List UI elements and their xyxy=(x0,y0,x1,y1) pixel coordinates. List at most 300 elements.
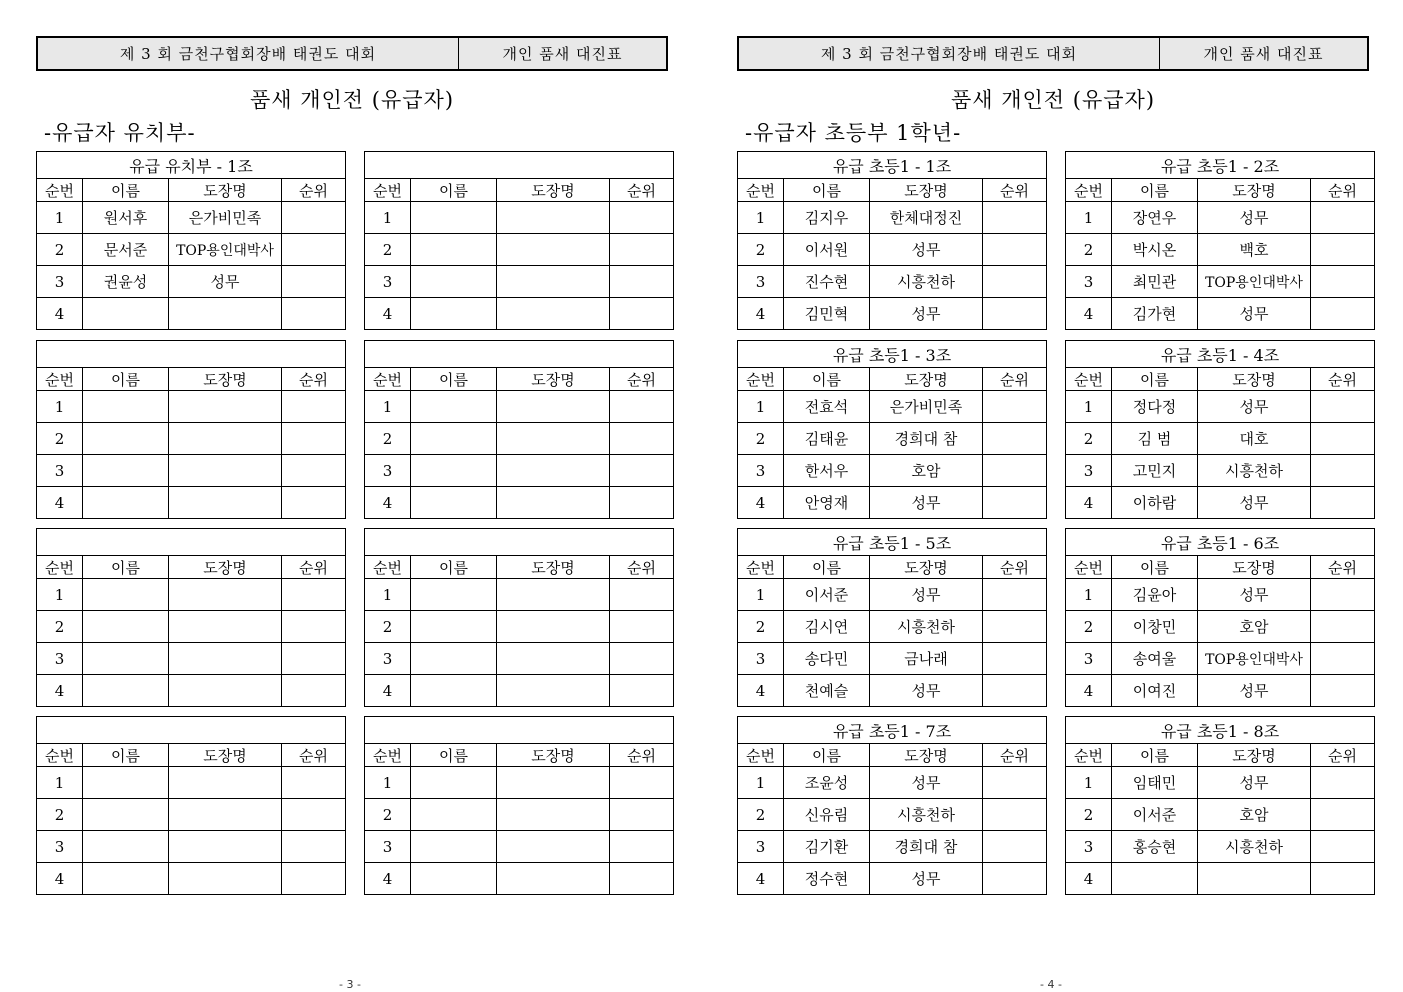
table-row xyxy=(738,799,1047,831)
athlete-name: 고민지 xyxy=(1112,455,1198,487)
group-table xyxy=(1065,340,1375,519)
dojo-name xyxy=(169,423,282,455)
athlete-name xyxy=(83,799,169,831)
group-title xyxy=(37,529,346,556)
section-title: -유급자 초등부 1학년- xyxy=(745,121,962,145)
group-title: 유급 초등1 - 4조 xyxy=(1066,341,1375,368)
table-row xyxy=(738,831,1047,863)
athlete-name: 홍승현 xyxy=(1112,831,1198,863)
dojo-name: 은가비민족 xyxy=(870,391,983,423)
rank-cell xyxy=(610,298,674,330)
table-row xyxy=(1066,487,1375,519)
table-row xyxy=(1066,202,1375,234)
entry-number: 3 xyxy=(365,643,411,675)
col-header-dojo: 도장명 xyxy=(870,179,983,202)
col-header-rank: 순위 xyxy=(983,556,1047,579)
group-title: 유급 초등1 - 3조 xyxy=(738,341,1047,368)
rank-cell xyxy=(1311,675,1375,707)
col-header-rank: 순위 xyxy=(282,368,346,391)
table-row xyxy=(1066,423,1375,455)
dojo-name: 대호 xyxy=(1198,423,1311,455)
table-row xyxy=(738,266,1047,298)
col-header-no: 순번 xyxy=(37,368,83,391)
col-header-rank: 순위 xyxy=(282,744,346,767)
entry-number: 3 xyxy=(365,831,411,863)
entry-number: 2 xyxy=(37,423,83,455)
athlete-name xyxy=(83,391,169,423)
rank-cell xyxy=(1311,611,1375,643)
group-table xyxy=(364,716,674,895)
athlete-name: 김 범 xyxy=(1112,423,1198,455)
rank-cell xyxy=(610,579,674,611)
rank-cell xyxy=(610,863,674,895)
table-row xyxy=(1066,675,1375,707)
entry-number: 2 xyxy=(738,234,784,266)
entry-number: 2 xyxy=(1066,799,1112,831)
dojo-name: 성무 xyxy=(169,266,282,298)
dojo-name xyxy=(169,487,282,519)
dojo-name: 성무 xyxy=(870,234,983,266)
rank-cell xyxy=(1311,643,1375,675)
table-row xyxy=(365,487,674,519)
group-table xyxy=(737,528,1047,707)
rank-cell xyxy=(610,455,674,487)
rank-cell xyxy=(610,234,674,266)
rank-cell xyxy=(983,202,1047,234)
table-row xyxy=(37,202,346,234)
rank-cell xyxy=(610,423,674,455)
col-header-no: 순번 xyxy=(365,556,411,579)
athlete-name: 천예슬 xyxy=(784,675,870,707)
dojo-name: 성무 xyxy=(1198,298,1311,330)
table-row xyxy=(37,266,346,298)
dojo-name: 백호 xyxy=(1198,234,1311,266)
entry-number: 1 xyxy=(365,767,411,799)
group-table xyxy=(737,340,1047,519)
entry-number: 1 xyxy=(738,391,784,423)
table-row xyxy=(1066,611,1375,643)
table-row xyxy=(1066,298,1375,330)
entry-number: 3 xyxy=(37,266,83,298)
col-header-name: 이름 xyxy=(1112,368,1198,391)
table-row xyxy=(365,391,674,423)
entry-number: 2 xyxy=(738,423,784,455)
athlete-name: 문서준 xyxy=(83,234,169,266)
athlete-name xyxy=(83,831,169,863)
group-title xyxy=(37,341,346,368)
entry-number: 2 xyxy=(37,611,83,643)
col-header-no: 순번 xyxy=(738,744,784,767)
table-row xyxy=(365,643,674,675)
entry-number: 1 xyxy=(1066,579,1112,611)
dojo-name xyxy=(497,831,610,863)
entry-number: 1 xyxy=(365,579,411,611)
rank-cell xyxy=(282,799,346,831)
rank-cell xyxy=(610,611,674,643)
col-header-dojo: 도장명 xyxy=(169,744,282,767)
dojo-name xyxy=(497,202,610,234)
athlete-name: 원서후 xyxy=(83,202,169,234)
col-header-name: 이름 xyxy=(411,179,497,202)
entry-number: 2 xyxy=(365,423,411,455)
table-row xyxy=(37,487,346,519)
col-header-name: 이름 xyxy=(784,744,870,767)
entry-number: 1 xyxy=(738,579,784,611)
entry-number: 1 xyxy=(365,202,411,234)
col-header-dojo: 도장명 xyxy=(870,556,983,579)
athlete-name xyxy=(411,643,497,675)
dojo-name: 시흥천하 xyxy=(1198,831,1311,863)
athlete-name: 김태윤 xyxy=(784,423,870,455)
col-header-dojo: 도장명 xyxy=(1198,368,1311,391)
col-header-no: 순번 xyxy=(365,744,411,767)
col-header-no: 순번 xyxy=(365,179,411,202)
table-row xyxy=(365,831,674,863)
athlete-name xyxy=(411,298,497,330)
group-title: 유급 초등1 - 2조 xyxy=(1066,152,1375,179)
athlete-name: 김기환 xyxy=(784,831,870,863)
entry-number: 3 xyxy=(365,455,411,487)
dojo-name: 경희대 참 xyxy=(870,831,983,863)
athlete-name: 김민혁 xyxy=(784,298,870,330)
col-header-dojo: 도장명 xyxy=(497,368,610,391)
col-header-name: 이름 xyxy=(1112,179,1198,202)
dojo-name xyxy=(497,234,610,266)
entry-number: 2 xyxy=(37,799,83,831)
dojo-name: 호암 xyxy=(1198,611,1311,643)
group-title xyxy=(365,529,674,556)
col-header-no: 순번 xyxy=(37,556,83,579)
main-title: 품새 개인전 (유급자) xyxy=(950,88,1156,112)
entry-number: 3 xyxy=(37,643,83,675)
group-table xyxy=(36,151,346,330)
athlete-name xyxy=(83,487,169,519)
athlete-name: 김가현 xyxy=(1112,298,1198,330)
rank-cell xyxy=(1311,455,1375,487)
entry-number: 4 xyxy=(37,298,83,330)
athlete-name: 조윤성 xyxy=(784,767,870,799)
col-header-name: 이름 xyxy=(83,744,169,767)
dojo-name: 성무 xyxy=(1198,391,1311,423)
table-row xyxy=(738,455,1047,487)
athlete-name xyxy=(411,487,497,519)
athlete-name: 안영재 xyxy=(784,487,870,519)
dojo-name: 성무 xyxy=(870,863,983,895)
rank-cell xyxy=(1311,423,1375,455)
entry-number: 3 xyxy=(365,266,411,298)
athlete-name: 이하람 xyxy=(1112,487,1198,519)
athlete-name: 정다정 xyxy=(1112,391,1198,423)
table-row xyxy=(1066,767,1375,799)
rank-cell xyxy=(983,423,1047,455)
rank-cell xyxy=(983,266,1047,298)
table-row xyxy=(37,298,346,330)
dojo-name: 경희대 참 xyxy=(870,423,983,455)
rank-cell xyxy=(983,675,1047,707)
rank-cell xyxy=(610,799,674,831)
athlete-name: 이서준 xyxy=(784,579,870,611)
dojo-name xyxy=(497,799,610,831)
dojo-name xyxy=(169,799,282,831)
entry-number: 3 xyxy=(738,455,784,487)
col-header-dojo: 도장명 xyxy=(497,744,610,767)
col-header-no: 순번 xyxy=(37,744,83,767)
rank-cell xyxy=(282,266,346,298)
table-row xyxy=(1066,831,1375,863)
col-header-dojo: 도장명 xyxy=(870,368,983,391)
rank-cell xyxy=(1311,579,1375,611)
entry-number: 2 xyxy=(1066,423,1112,455)
table-row xyxy=(37,831,346,863)
group-table xyxy=(36,716,346,895)
table-row xyxy=(738,611,1047,643)
entry-number: 2 xyxy=(365,234,411,266)
entry-number: 2 xyxy=(1066,611,1112,643)
rank-cell xyxy=(983,643,1047,675)
col-header-dojo: 도장명 xyxy=(169,368,282,391)
entry-number: 3 xyxy=(37,831,83,863)
dojo-name xyxy=(169,863,282,895)
rank-cell xyxy=(1311,202,1375,234)
dojo-name xyxy=(497,266,610,298)
rank-cell xyxy=(1311,799,1375,831)
athlete-name xyxy=(411,767,497,799)
rank-cell xyxy=(983,611,1047,643)
rank-cell xyxy=(1311,487,1375,519)
entry-number: 2 xyxy=(37,234,83,266)
rank-cell xyxy=(610,643,674,675)
col-header-no: 순번 xyxy=(738,556,784,579)
bracket-subtitle: 개인 품새 대진표 xyxy=(1203,45,1324,63)
entry-number: 1 xyxy=(1066,202,1112,234)
col-header-no: 순번 xyxy=(1066,744,1112,767)
col-header-rank: 순위 xyxy=(282,179,346,202)
col-header-dojo: 도장명 xyxy=(497,179,610,202)
dojo-name: 호암 xyxy=(870,455,983,487)
athlete-name xyxy=(83,863,169,895)
section-title: -유급자 유치부- xyxy=(44,121,196,145)
athlete-name: 한서우 xyxy=(784,455,870,487)
dojo-name xyxy=(169,391,282,423)
rank-cell xyxy=(610,767,674,799)
group-title xyxy=(365,152,674,179)
entry-number: 2 xyxy=(738,611,784,643)
dojo-name xyxy=(497,611,610,643)
col-header-rank: 순위 xyxy=(983,179,1047,202)
col-header-name: 이름 xyxy=(784,368,870,391)
entry-number: 2 xyxy=(738,799,784,831)
entry-number: 4 xyxy=(37,487,83,519)
rank-cell xyxy=(282,423,346,455)
entry-number: 4 xyxy=(1066,487,1112,519)
page-header xyxy=(36,36,668,71)
group-table xyxy=(1065,151,1375,330)
athlete-name xyxy=(1112,863,1198,895)
athlete-name xyxy=(411,455,497,487)
dojo-name xyxy=(1198,863,1311,895)
table-row xyxy=(1066,266,1375,298)
entry-number: 3 xyxy=(1066,643,1112,675)
dojo-name: 시흥천하 xyxy=(870,799,983,831)
table-row xyxy=(738,234,1047,266)
dojo-name xyxy=(169,767,282,799)
group-title: 유급 유치부 - 1조 xyxy=(37,152,346,179)
page-header xyxy=(737,36,1369,71)
dojo-name xyxy=(169,675,282,707)
table-row xyxy=(738,675,1047,707)
rank-cell xyxy=(282,643,346,675)
table-row xyxy=(738,863,1047,895)
table-row xyxy=(365,863,674,895)
col-header-name: 이름 xyxy=(83,368,169,391)
dojo-name: 은가비민족 xyxy=(169,202,282,234)
athlete-name: 정수현 xyxy=(784,863,870,895)
athlete-name xyxy=(83,767,169,799)
table-row xyxy=(37,391,346,423)
group-table xyxy=(737,151,1047,330)
table-row xyxy=(1066,579,1375,611)
group-table xyxy=(364,528,674,707)
athlete-name xyxy=(411,202,497,234)
group-table xyxy=(1065,528,1375,707)
rank-cell xyxy=(983,799,1047,831)
athlete-name xyxy=(411,799,497,831)
col-header-dojo: 도장명 xyxy=(1198,179,1311,202)
entry-number: 3 xyxy=(738,266,784,298)
col-header-rank: 순위 xyxy=(282,556,346,579)
entry-number: 3 xyxy=(37,455,83,487)
entry-number: 1 xyxy=(738,767,784,799)
col-header-name: 이름 xyxy=(411,556,497,579)
col-header-rank: 순위 xyxy=(610,744,674,767)
athlete-name: 권윤성 xyxy=(83,266,169,298)
table-row xyxy=(738,487,1047,519)
athlete-name xyxy=(411,234,497,266)
athlete-name xyxy=(83,579,169,611)
dojo-name: TOP용인대박사 xyxy=(1198,643,1311,675)
main-title: 품새 개인전 (유급자) xyxy=(249,88,455,112)
table-row xyxy=(365,202,674,234)
rank-cell xyxy=(1311,767,1375,799)
entry-number: 4 xyxy=(738,675,784,707)
table-row xyxy=(365,234,674,266)
athlete-name xyxy=(411,675,497,707)
table-row xyxy=(365,675,674,707)
athlete-name: 송다민 xyxy=(784,643,870,675)
athlete-name xyxy=(83,298,169,330)
table-row xyxy=(37,611,346,643)
table-row xyxy=(37,423,346,455)
entry-number: 1 xyxy=(37,579,83,611)
rank-cell xyxy=(282,298,346,330)
col-header-no: 순번 xyxy=(365,368,411,391)
entry-number: 4 xyxy=(1066,863,1112,895)
athlete-name xyxy=(411,831,497,863)
col-header-no: 순번 xyxy=(738,368,784,391)
col-header-dojo: 도장명 xyxy=(169,556,282,579)
dojo-name: 호암 xyxy=(1198,799,1311,831)
entry-number: 3 xyxy=(738,643,784,675)
table-row xyxy=(1066,643,1375,675)
col-header-rank: 순위 xyxy=(983,744,1047,767)
dojo-name: 금나래 xyxy=(870,643,983,675)
rank-cell xyxy=(282,675,346,707)
athlete-name: 신유림 xyxy=(784,799,870,831)
col-header-no: 순번 xyxy=(1066,179,1112,202)
athlete-name: 김지우 xyxy=(784,202,870,234)
col-header-dojo: 도장명 xyxy=(1198,744,1311,767)
athlete-name: 임태민 xyxy=(1112,767,1198,799)
group-title: 유급 초등1 - 7조 xyxy=(738,717,1047,744)
athlete-name: 김윤아 xyxy=(1112,579,1198,611)
bracket-subtitle: 개인 품새 대진표 xyxy=(502,45,623,63)
table-row xyxy=(365,298,674,330)
tournament-title: 제 3 회 금천구협회장배 태권도 대회 xyxy=(38,38,459,69)
dojo-name xyxy=(169,579,282,611)
table-row xyxy=(37,579,346,611)
table-row xyxy=(738,423,1047,455)
rank-cell xyxy=(983,487,1047,519)
dojo-name xyxy=(497,675,610,707)
table-row xyxy=(1066,863,1375,895)
table-row xyxy=(738,579,1047,611)
dojo-name xyxy=(497,423,610,455)
dojo-name xyxy=(169,455,282,487)
dojo-name xyxy=(497,643,610,675)
rank-cell xyxy=(610,487,674,519)
rank-cell xyxy=(282,611,346,643)
rank-cell xyxy=(983,234,1047,266)
col-header-rank: 순위 xyxy=(983,368,1047,391)
col-header-name: 이름 xyxy=(1112,744,1198,767)
entry-number: 2 xyxy=(1066,234,1112,266)
table-row xyxy=(37,234,346,266)
dojo-name: 성무 xyxy=(1198,202,1311,234)
group-table xyxy=(1065,716,1375,895)
group-title xyxy=(37,717,346,744)
entry-number: 4 xyxy=(37,675,83,707)
rank-cell xyxy=(983,863,1047,895)
dojo-name: 성무 xyxy=(1198,675,1311,707)
table-row xyxy=(37,675,346,707)
col-header-dojo: 도장명 xyxy=(1198,556,1311,579)
table-row xyxy=(37,643,346,675)
rank-cell xyxy=(610,675,674,707)
rank-cell xyxy=(1311,298,1375,330)
table-row xyxy=(738,767,1047,799)
athlete-name xyxy=(411,391,497,423)
dojo-name xyxy=(497,391,610,423)
table-row xyxy=(738,202,1047,234)
dojo-name: 성무 xyxy=(870,579,983,611)
col-header-name: 이름 xyxy=(1112,556,1198,579)
table-row xyxy=(365,767,674,799)
dojo-name xyxy=(497,455,610,487)
entry-number: 1 xyxy=(1066,391,1112,423)
dojo-name: 성무 xyxy=(870,298,983,330)
athlete-name xyxy=(411,266,497,298)
rank-cell xyxy=(282,767,346,799)
group-table xyxy=(364,151,674,330)
athlete-name: 진수현 xyxy=(784,266,870,298)
rank-cell xyxy=(610,391,674,423)
rank-cell xyxy=(983,831,1047,863)
rank-cell xyxy=(610,202,674,234)
athlete-name: 김시연 xyxy=(784,611,870,643)
rank-cell xyxy=(282,455,346,487)
dojo-name: 시흥천하 xyxy=(1198,455,1311,487)
group-title: 유급 초등1 - 6조 xyxy=(1066,529,1375,556)
